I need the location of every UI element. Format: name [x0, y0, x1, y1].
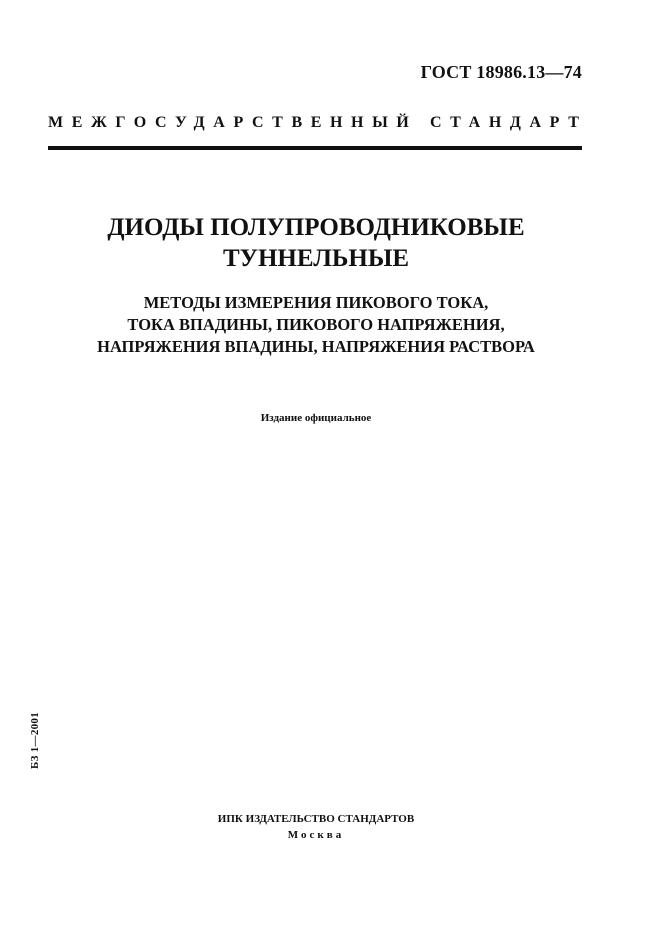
- document-subtitle: [0, 292, 632, 358]
- publisher-name: ИПК ИЗДАТЕЛЬСТВО СТАНДАРТОВ: [217, 813, 415, 825]
- document-subtitle-line: ТОКА ВПАДИНЫ, ПИКОВОГО НАПРЯЖЕНИЯ,: [127, 315, 505, 334]
- gost-number: ГОСТ 18986.13—74: [420, 62, 582, 82]
- document-subtitle-line: МЕТОДЫ ИЗМЕРЕНИЯ ПИКОВОГО ТОКА,: [143, 293, 489, 312]
- document-subtitle-line: НАПРЯЖЕНИЯ ВПАДИНЫ, НАПРЯЖЕНИЯ РАСТВОРА: [97, 337, 535, 356]
- document-title-line: ТУННЕЛЬНЫЕ: [222, 245, 410, 272]
- document-title: [0, 212, 632, 274]
- side-code: БЗ 1—2001: [29, 711, 41, 769]
- standard-type-heading: МЕЖГОСУДАРСТВЕННЫЙ СТАНДАРТ: [48, 114, 588, 131]
- header-divider-rule: [48, 146, 582, 150]
- edition-label: Издание официальное: [260, 412, 372, 424]
- publisher-city: Москва: [287, 829, 345, 841]
- document-title-line: ДИОДЫ ПОЛУПРОВОДНИКОВЫЕ: [107, 214, 525, 241]
